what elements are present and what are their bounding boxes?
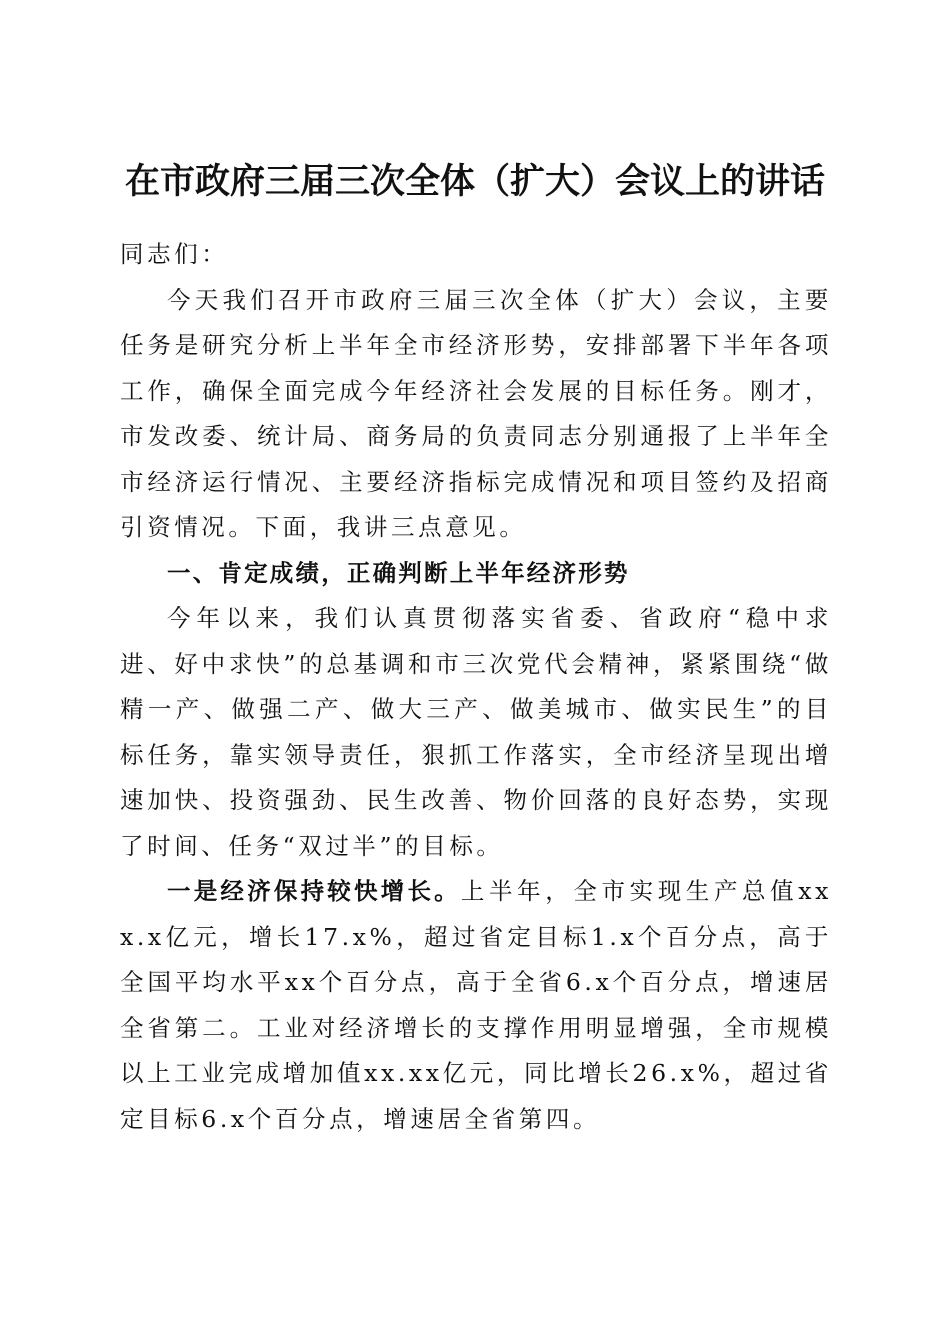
point-text: 上半年，全市实现生产总值xxx.x亿元，增长17.x%，超过省定目标1.x个百分点，高于全国平均水平xx个百分点，高于全省6.x个百分点，增速居全省第二。工业对经济增长的支撑作用明显增强，全市规模以上工业完成增加值xx.xx亿元，同比增长26.x%，超过省定目标6.x个百分点，增速居全省第四。 — [120, 877, 833, 1133]
intro-paragraph: 今天我们召开市政府三届三次全体（扩大）会议，主要任务是研究分析上半年全市经济形势，安排部署下半年各项工作，确保全面完成今年经济社会发展的目标任务。刚才，市发改委、统计局、商务局的负责同志分别通报了上半年全市经济运行情况、主要经济指标完成情况和项目签约及招商引资情况。下面，我讲三点意见。 — [120, 285, 832, 541]
document-title: 在市政府三届三次全体（扩大）会议上的讲话 — [124, 161, 825, 203]
section-heading: 一、肯定成绩，正确判断上半年经济形势 — [167, 558, 630, 587]
document-body — [120, 232, 832, 1142]
point-paragraph — [120, 869, 832, 1142]
salutation: 同志们： — [120, 240, 229, 268]
section-paragraph: 今年以来，我们认真贯彻落实省委、省政府“稳中求进、好中求快”的总基调和市三次党代会精神，紧紧围绕“做精一产、做强二产、做大三产、做美城市、做实民生”的目标任务，靠实领导责任，狠抓工作落实，全市经济呈现出增速加快、投资强劲、民生改善、物价回落的良好态势，实现了时间、任务“双过半”的目标。 — [120, 604, 832, 860]
point-lead: 一是经济保持较快增长。 — [167, 877, 461, 905]
